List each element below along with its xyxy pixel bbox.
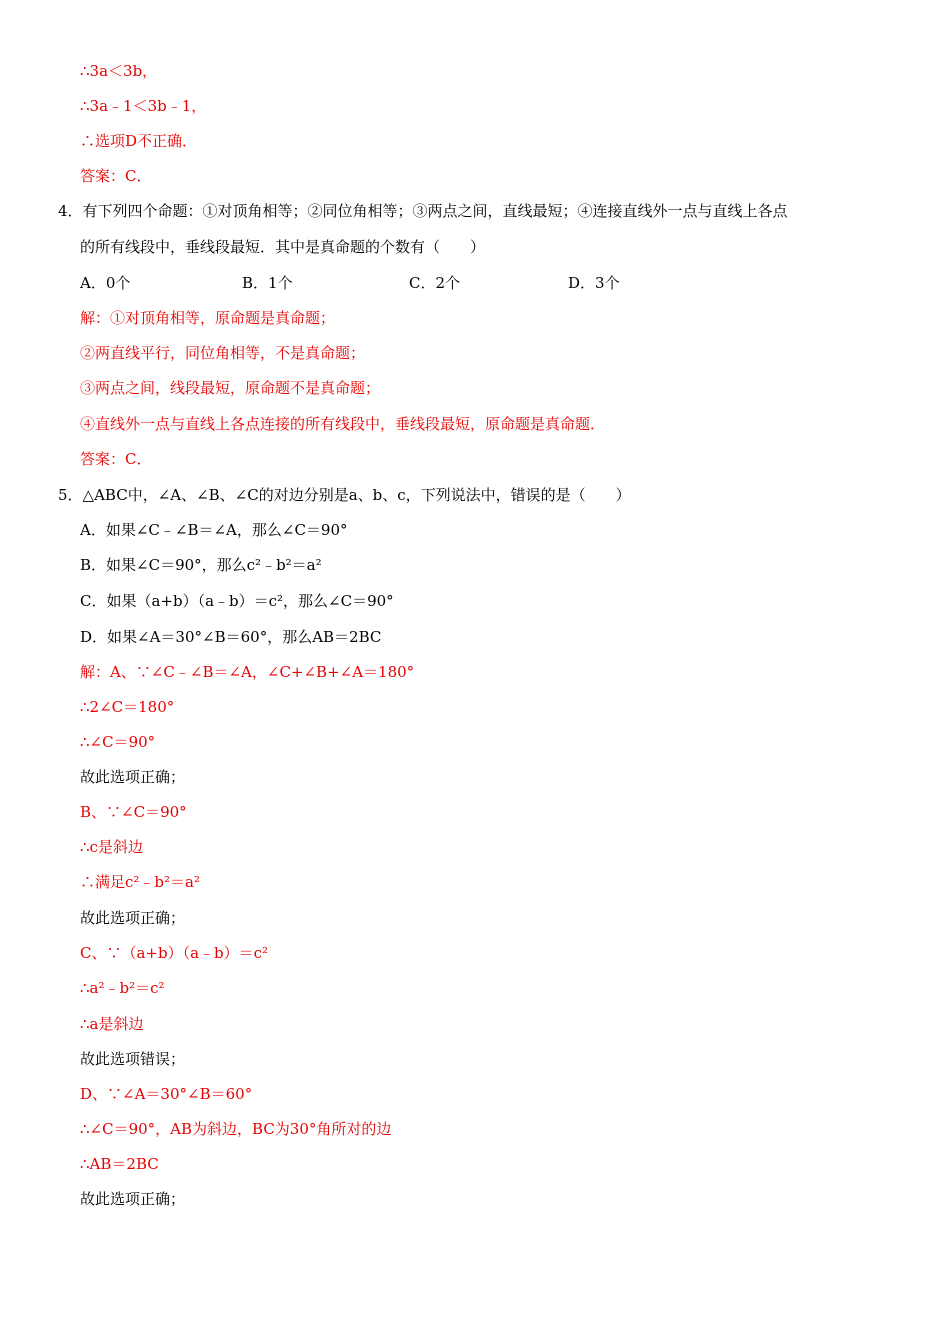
conclusion-line: 故此选项正确；	[80, 1190, 186, 1208]
solution-line: 解：A、∵∠C﹣∠B＝∠A，∠C+∠B+∠A＝180°	[80, 663, 415, 681]
solution-line: ②两直线平行，同位角相等，不是真命题；	[80, 344, 366, 362]
question-4-option-b: B．1个	[242, 274, 293, 292]
conclusion-line: 故此选项正确；	[80, 909, 186, 927]
question-4-option-a: A．0个	[80, 274, 131, 292]
solution-line: ∴a是斜边	[80, 1015, 144, 1033]
solution-line: ∴2∠C＝180°	[80, 698, 175, 716]
question-5-option-b: B．如果∠C＝90°，那么c²﹣b²＝a²	[80, 556, 322, 574]
solution-line: ∴a²﹣b²＝c²	[80, 979, 165, 997]
solution-line: ∴∠C＝90°，AB为斜边，BC为30°角所对的边	[80, 1120, 392, 1138]
conclusion-line: 故此选项错误；	[80, 1050, 186, 1068]
solution-line: ∴∠C＝90°	[80, 733, 156, 751]
solution-line: ∴选项D不正确．	[80, 132, 198, 150]
solution-line: ∴满足c²﹣b²＝a²	[80, 873, 200, 891]
question-4-option-c: C．2个	[409, 274, 461, 292]
solution-line: C、∵（a+b）（a﹣b）＝c²	[80, 944, 269, 962]
question-5-option-d: D．如果∠A＝30°∠B＝60°，那么AB＝2BC	[80, 628, 382, 646]
answer-line: 答案：C．	[80, 167, 152, 185]
solution-line: ∴3a﹣1＜3b﹣1，	[80, 97, 207, 115]
question-5-stem: 5．△ABC中，∠A、∠B、∠C的对边分别是a、b、c，下列说法中，错误的是（ ）	[58, 486, 631, 504]
question-5-option-c: C．如果（a+b）（a﹣b）＝c²，那么∠C＝90°	[80, 592, 394, 610]
solution-line: B、∵∠C＝90°	[80, 803, 187, 821]
solution-line: 解：①对顶角相等，原命题是真命题；	[80, 309, 336, 327]
solution-line: ∴3a＜3b，	[80, 62, 158, 80]
question-4-stem-line-2: 的所有线段中，垂线段最短．其中是真命题的个数有（ ）	[80, 238, 486, 256]
question-4-option-d: D．3个	[568, 274, 620, 292]
solution-line: ∴c是斜边	[80, 838, 143, 856]
solution-line: ④直线外一点与直线上各点连接的所有线段中，垂线段最短，原命题是真命题．	[80, 415, 606, 433]
question-5-option-a: A．如果∠C﹣∠B＝∠A，那么∠C＝90°	[80, 521, 348, 539]
question-4-stem-line-1: 4．有下列四个命题：①对顶角相等；②同位角相等；③两点之间，直线最短；④连接直线外一点与直线上各点	[58, 202, 788, 220]
solution-line: D、∵∠A＝30°∠B＝60°	[80, 1085, 253, 1103]
solution-line: ③两点之间，线段最短，原命题不是真命题；	[80, 379, 381, 397]
answer-line: 答案：C．	[80, 450, 152, 468]
conclusion-line: 故此选项正确；	[80, 768, 186, 786]
solution-line: ∴AB＝2BC	[80, 1155, 159, 1173]
